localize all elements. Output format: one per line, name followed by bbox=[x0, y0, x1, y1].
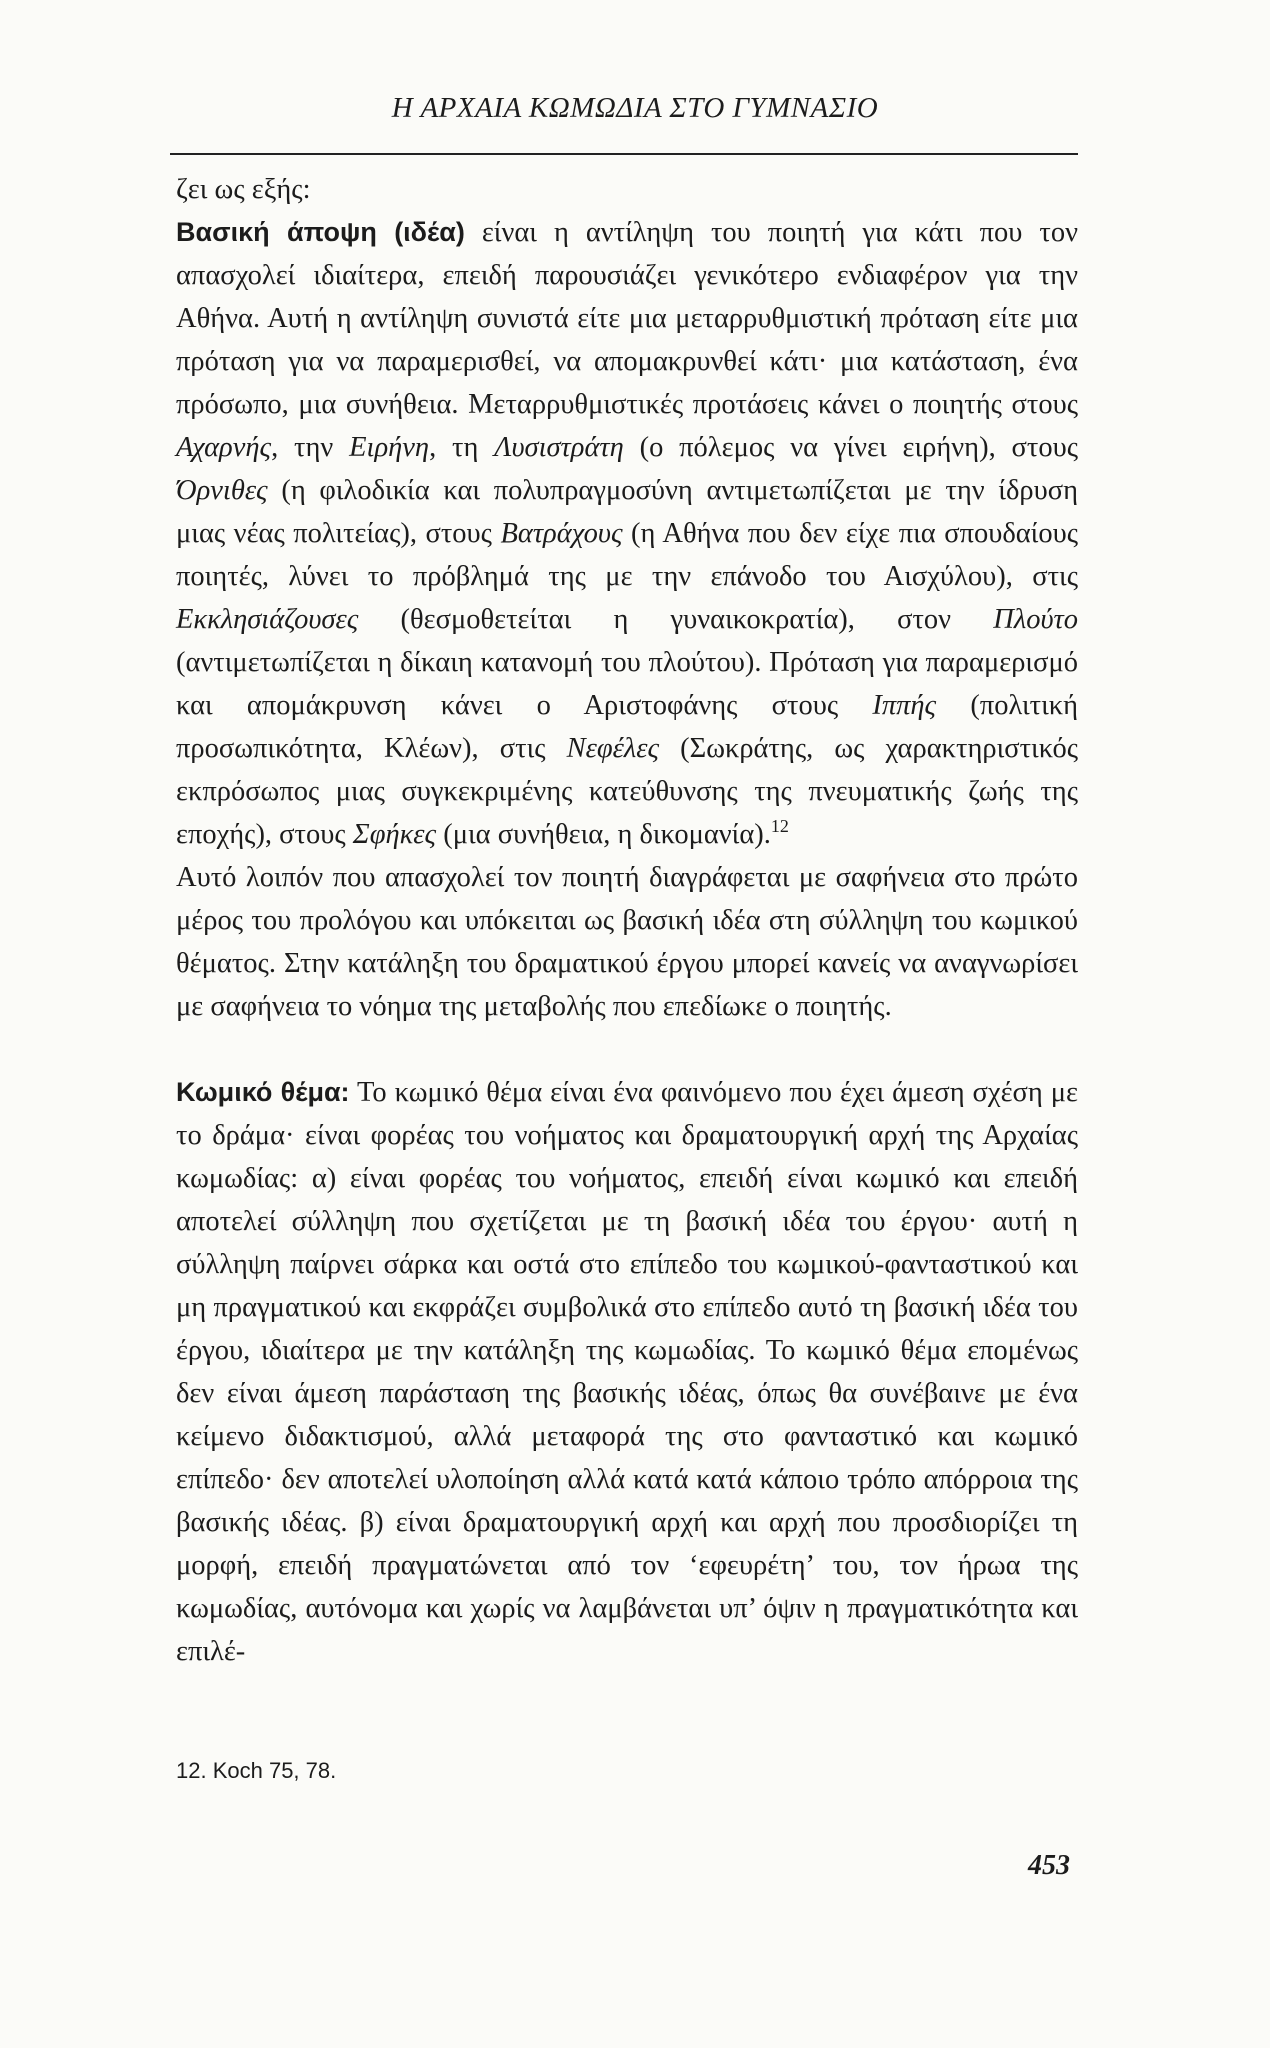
paragraph-conclusion: Αυτό λοιπόν που απασχολεί τον ποιητή διαγράφεται με σαφήνεια στο πρώτο μέρος του προλόγου και υπόκειται ως βασική ιδέα στη σύλληψη του κωμικού θέματος. Στην κατάληξη του δραματικού έργου μπορεί κανείς να αναγνωρίσει με σαφήνεια το νόημα της μεταβολής που επεδίωκε ο ποιητής. bbox=[176, 862, 1078, 1022]
play-title: Λυσιστράτη bbox=[494, 432, 624, 463]
page-number: 453 bbox=[1028, 1850, 1070, 1881]
text-segment: (Σωκράτης, ως χαρακτηριστικός εκπρόσωπος μιας συγκεκριμένης κατεύθυνσης της πνευματικής ζωής της εποχής), στους bbox=[176, 733, 1078, 850]
paragraph-comic-theme bbox=[176, 1071, 1078, 1673]
text-segment: , τη bbox=[429, 432, 495, 463]
text-segment: (η Αθήνα που δεν είχε πια σπουδαίους ποιητές, λύνει το πρόβλημά της με την επάνοδο του Αισχύλου), στις bbox=[176, 518, 1079, 592]
text-segment: , την bbox=[271, 432, 350, 463]
play-title: Ειρήνη bbox=[349, 432, 430, 463]
footnote: 12. Koch 75, 78. bbox=[176, 1758, 337, 1783]
text-segment: (θεσμοθετείται η γυναικοκρατία), στον bbox=[358, 604, 994, 635]
term-comic-theme: Κωμικό θέμα: bbox=[176, 1077, 350, 1107]
play-title: Νεφέλες bbox=[566, 733, 660, 764]
paragraph-idea bbox=[176, 168, 1078, 856]
text-segment: (ο πόλεμος να γίνει ειρήνη), στους bbox=[623, 432, 1079, 463]
continuation-text: ζει ως εξής: bbox=[176, 174, 311, 205]
play-title: Σφήκες bbox=[352, 819, 437, 850]
header-rule bbox=[170, 153, 1078, 155]
text-segment: (μια συνήθεια, η δικομανία). bbox=[436, 819, 771, 850]
text-segment: (πολιτική προσωπικότητα, Κλέων), στις bbox=[176, 690, 1079, 764]
term-basic-idea: Βασική άποψη (ιδέα) bbox=[176, 217, 465, 247]
play-title: Εκκλησιάζουσες bbox=[176, 604, 359, 635]
text-segment: είναι η αντίληψη του ποιητή για κάτι που τον απασχολεί ιδιαίτερα, επειδή παρουσιάζει γενικότερο ενδιαφέρον για την Αθήνα. Αυτή η αντίληψη συνιστά είτε μια μεταρρυθμιστική πρόταση είτε μια πρόταση για να παραμερισθεί, να απομακρυνθεί κάτι· μια κατάσταση, ένα πρόσωπο, μια συνήθεια. Μεταρρυθμιστικές προτάσεις κάνει ο ποιητής στους bbox=[176, 217, 1078, 420]
body-text bbox=[176, 168, 1078, 1673]
play-title: Όρνιθες bbox=[176, 475, 268, 506]
paragraph-gap bbox=[176, 1028, 1078, 1071]
text-segment: (αντιμετωπίζεται η δίκαιη κατανομή του πλούτου). Πρόταση για παραμερισμό και απομάκρυνση κάνει ο Αριστοφάνης στους bbox=[176, 647, 1078, 721]
running-header: Η ΑΡΧΑΙΑ ΚΩΜΩΔΙΑ ΣΤΟ ΓΥΜΝΑΣΙΟ bbox=[391, 92, 879, 124]
play-title: Αχαρνής bbox=[176, 432, 272, 463]
play-title: Πλούτο bbox=[993, 604, 1078, 635]
footnote-reference: 12 bbox=[770, 816, 789, 836]
text-segment: (η φιλοδικία και πολυπραγμοσύνη αντιμετωπίζεται με την ίδρυση μιας νέας πολιτείας), στους bbox=[176, 475, 1078, 549]
text-segment: Το κωμικό θέμα είναι ένα φαινόμενο που έχει άμεση σχέση με το δράμα· είναι φορέας του νοήματος και δραματουργική αρχή της Αρχαίας κωμωδίας: α) είναι φορέας του νοήματος, επειδή είναι κωμικό και επειδή αποτελεί σύλληψη που σχετίζεται με τη βασική ιδέα του έργου· αυτή η σύλληψη παίρνει σάρκα και οστά στο επίπεδο του κωμικού-φανταστικού και μη πραγματικού και εκφράζει συμβολικά στο επίπεδο αυτό τη βασική ιδέα του έργου, ιδιαίτερα με την κατάληξη της κωμωδίας. Το κωμικό θέμα επομένως δεν είναι άμεση παράσταση της βασικής ιδέας, όπως θα συνέβαινε με ένα κείμενο διδακτισμού, αλλά μεταφορά της στο φανταστικό και κωμικό επίπεδο· δεν αποτελεί υλοποίηση αλλά κατά κατά κάποιο τρόπο απόρροια της βασικής ιδέας. β) είναι δραματουργική αρχή και αρχή που προσδιορίζει τη μορφή, επειδή πραγματώνεται από τον ‘εφευρέτη’ του, τον ήρωα της κωμωδίας, αυτόνομα και χωρίς να λαμβάνεται υπ’ όψιν η πραγματικότητα και επιλέ- bbox=[176, 1077, 1078, 1667]
play-title: Βατράχους bbox=[500, 518, 623, 549]
play-title: Ιππής bbox=[872, 690, 937, 721]
